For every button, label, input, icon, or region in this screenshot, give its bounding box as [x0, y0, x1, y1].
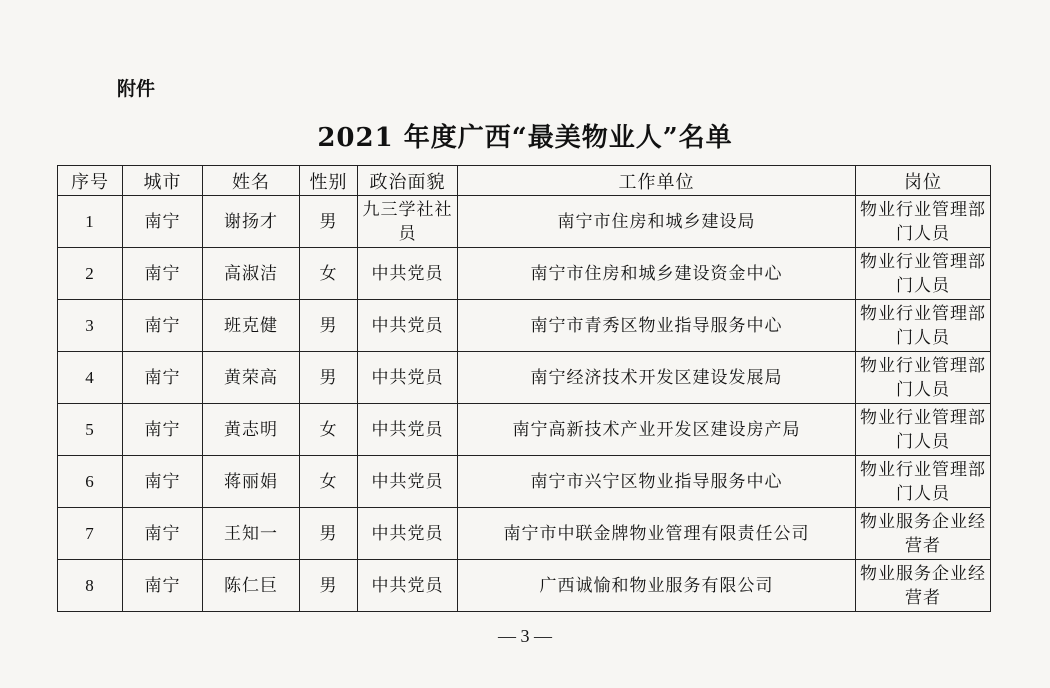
- cell-political: 九三学社社员: [358, 196, 458, 248]
- cell-name: 陈仁巨: [203, 560, 300, 612]
- cell-unit: 南宁市兴宁区物业指导服务中心: [458, 456, 856, 508]
- cell-name: 班克健: [203, 300, 300, 352]
- cell-name: 高淑洁: [203, 248, 300, 300]
- cell-position: 物业行业管理部门人员: [856, 300, 991, 352]
- table-row: [58, 560, 991, 612]
- cell-no: 3: [58, 300, 123, 352]
- cell-unit: 南宁市中联金牌物业管理有限责任公司: [458, 508, 856, 560]
- cell-name: 王知一: [203, 508, 300, 560]
- col-header-name: 姓名: [203, 166, 300, 196]
- table-row: [58, 456, 991, 508]
- cell-no: 7: [58, 508, 123, 560]
- col-header-position: 岗位: [856, 166, 991, 196]
- cell-position: 物业服务企业经营者: [856, 560, 991, 612]
- cell-no: 5: [58, 404, 123, 456]
- cell-no: 8: [58, 560, 123, 612]
- cell-no: 2: [58, 248, 123, 300]
- table-row: [58, 352, 991, 404]
- cell-political: 中共党员: [358, 300, 458, 352]
- cell-city: 南宁: [123, 508, 203, 560]
- cell-city: 南宁: [123, 300, 203, 352]
- cell-city: 南宁: [123, 456, 203, 508]
- cell-political: 中共党员: [358, 248, 458, 300]
- table-header-row: [58, 166, 991, 196]
- cell-political: 中共党员: [358, 404, 458, 456]
- cell-gender: 女: [300, 404, 358, 456]
- cell-gender: 女: [300, 456, 358, 508]
- cell-position: 物业行业管理部门人员: [856, 404, 991, 456]
- cell-gender: 男: [300, 196, 358, 248]
- cell-unit: 南宁市住房和城乡建设资金中心: [458, 248, 856, 300]
- table-row: [58, 196, 991, 248]
- cell-gender: 男: [300, 560, 358, 612]
- cell-gender: 男: [300, 508, 358, 560]
- cell-gender: 男: [300, 300, 358, 352]
- annex-label: 附件: [117, 78, 156, 100]
- cell-position: 物业行业管理部门人员: [856, 352, 991, 404]
- cell-name: 黄荣高: [203, 352, 300, 404]
- cell-no: 4: [58, 352, 123, 404]
- cell-name: 谢扬才: [203, 196, 300, 248]
- cell-unit: 南宁经济技术开发区建设发展局: [458, 352, 856, 404]
- cell-name: 蒋丽娟: [203, 456, 300, 508]
- cell-political: 中共党员: [358, 508, 458, 560]
- roster-table: [57, 165, 991, 612]
- cell-no: 6: [58, 456, 123, 508]
- cell-gender: 女: [300, 248, 358, 300]
- col-header-political: 政治面貌: [358, 166, 458, 196]
- col-header-no: 序号: [58, 166, 123, 196]
- cell-position: 物业行业管理部门人员: [856, 196, 991, 248]
- cell-name: 黄志明: [203, 404, 300, 456]
- col-header-unit: 工作单位: [458, 166, 856, 196]
- cell-city: 南宁: [123, 404, 203, 456]
- cell-political: 中共党员: [358, 560, 458, 612]
- cell-city: 南宁: [123, 248, 203, 300]
- cell-city: 南宁: [123, 560, 203, 612]
- cell-unit: 南宁市青秀区物业指导服务中心: [458, 300, 856, 352]
- cell-unit: 南宁市住房和城乡建设局: [458, 196, 856, 248]
- col-header-gender: 性别: [300, 166, 358, 196]
- table-row: [58, 404, 991, 456]
- cell-city: 南宁: [123, 352, 203, 404]
- cell-position: 物业服务企业经营者: [856, 508, 991, 560]
- cell-position: 物业行业管理部门人员: [856, 456, 991, 508]
- cell-city: 南宁: [123, 196, 203, 248]
- cell-unit: 广西诚愉和物业服务有限公司: [458, 560, 856, 612]
- cell-gender: 男: [300, 352, 358, 404]
- cell-political: 中共党员: [358, 352, 458, 404]
- cell-unit: 南宁高新技术产业开发区建设房产局: [458, 404, 856, 456]
- cell-position: 物业行业管理部门人员: [856, 248, 991, 300]
- page-number: — 3 —: [498, 626, 552, 646]
- cell-political: 中共党员: [358, 456, 458, 508]
- cell-no: 1: [58, 196, 123, 248]
- table-row: [58, 248, 991, 300]
- document-title: 2021 年度广西“最美物业人”名单: [317, 123, 733, 153]
- col-header-city: 城市: [123, 166, 203, 196]
- table-row: [58, 508, 991, 560]
- table-row: [58, 300, 991, 352]
